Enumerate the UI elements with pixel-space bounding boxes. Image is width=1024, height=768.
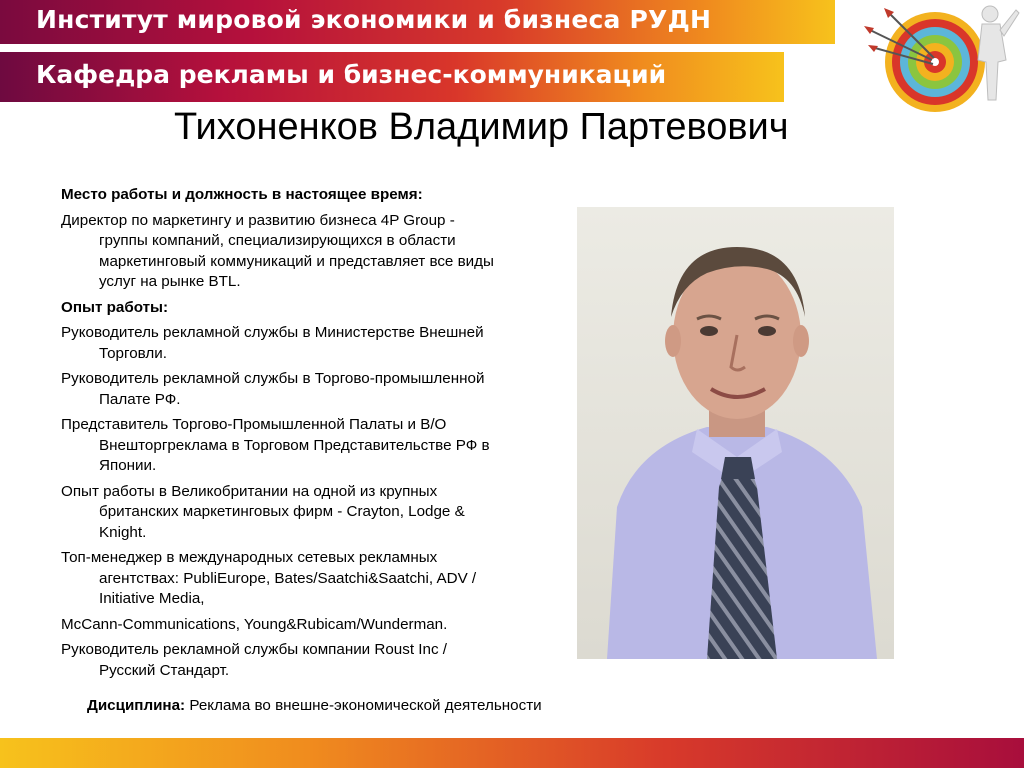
footer-bar (0, 738, 1024, 768)
experience-item: Представитель Торгово-Промышленной Палаты и В/О Внешторгреклама в Торговом Представительстве РФ в Японии. (61, 416, 490, 474)
discipline-label: Дисциплина: (87, 697, 186, 714)
discipline-value: Реклама во внешне-экономической деятельности (189, 697, 542, 714)
department-banner (0, 52, 784, 102)
figure-illustration (978, 6, 1019, 100)
experience-item: Руководитель рекламной службы в Министерстве Внешней Торговли. (61, 324, 484, 362)
target-icon (850, 0, 1020, 118)
experience-item: McCann-Communications, Young&Rubicam/Wunderman. (61, 615, 448, 633)
experience-item: Опыт работы в Великобритании на одной из крупных британских маркетинговых фирм - Crayton, Lodge & Knight. (61, 482, 465, 541)
portrait-photo (577, 207, 894, 659)
experience-item: Топ-менеджер в международных сетевых рекламных агентствах: PubliEurope, Bates/Saatchi&Saatchi, ADV / Initiative Media, (61, 549, 477, 607)
experience-item: Руководитель рекламной службы компании Roust Inc / Русский Стандарт. (61, 641, 447, 679)
bio-content (61, 185, 501, 686)
institute-banner (0, 0, 835, 44)
current-position-text: Директор по маркетингу и развитию бизнеса 4P Group - группы компаний, специализирующихся в области маркетинговый коммуникаций и представляет все виды услуг на рынке BTL. (61, 211, 494, 290)
page-title: Тихоненков Владимир Партевович (174, 106, 789, 148)
experience-item: Руководитель рекламной службы в Торгово-промышленной Палате РФ. (61, 370, 485, 408)
experience-heading: Опыт работы: (61, 298, 169, 316)
discipline-line (87, 697, 542, 714)
current-position-heading: Место работы и должность в настоящее время: (61, 186, 423, 203)
institute-title: Институт мировой экономики и бизнеса РУДН (36, 5, 712, 34)
department-title: Кафедра рекламы и бизнес-коммуникаций (36, 60, 667, 89)
